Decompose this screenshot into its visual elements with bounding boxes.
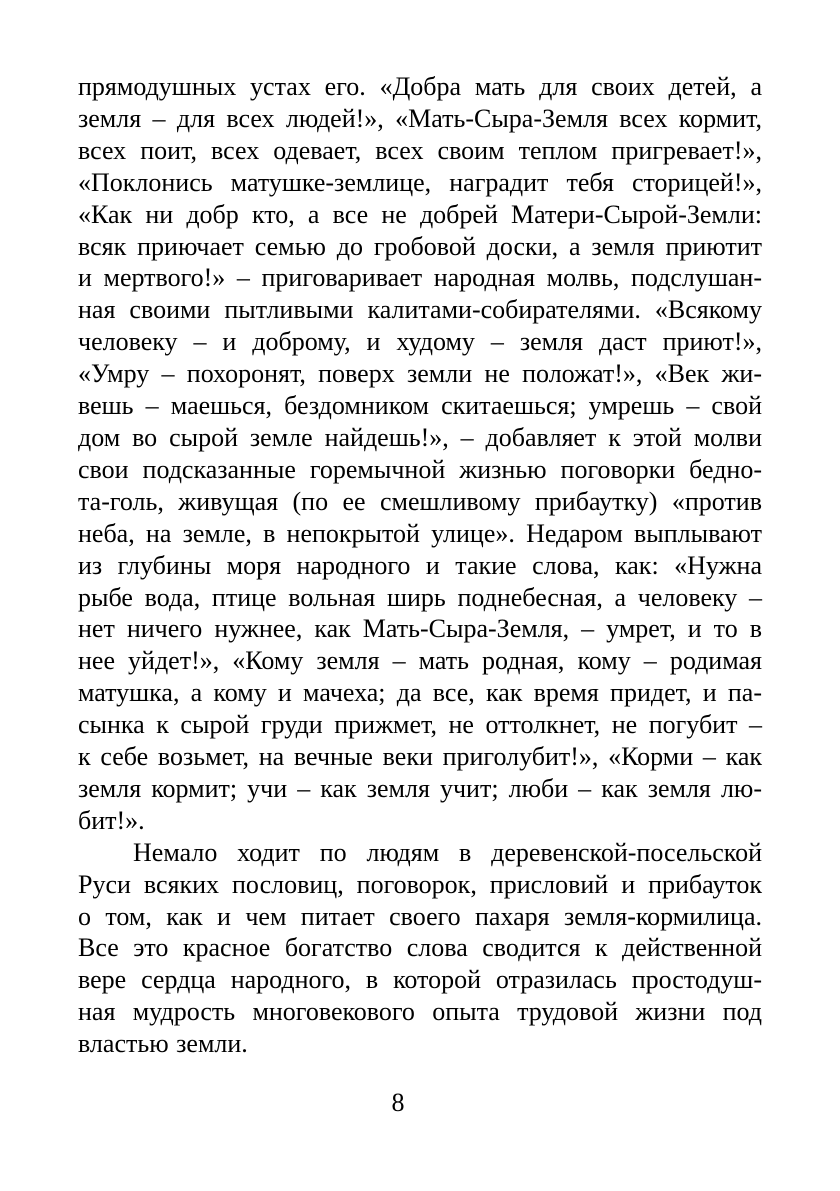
text-line: человеку – и доброму, и худому – земля даст приют!», <box>78 327 762 357</box>
text-line: ная своими пытливыми калитами-собирателями. «Всякому <box>78 295 762 325</box>
text-line: вешь – маешься, бездомником скитаешься; умрешь – свой <box>78 391 762 421</box>
text-line: и мертвого!» – приговаривает народная молвь, подслушан- <box>78 263 762 293</box>
text-line: из глубины моря народного и такие слова, как: «Нужна <box>78 550 762 580</box>
text-line: матушка, а кому и мачеха; да все, как время придет, и па- <box>78 678 762 708</box>
text-line: бит!». <box>78 805 145 835</box>
text-line: нее уйдет!», «Кому земля – мать родная, кому – родимая <box>78 646 762 676</box>
text-line: нет ничего нужнее, как Мать-Сыра-Земля, – умрет, и то в <box>78 614 762 644</box>
text-line: Руси всяких пословиц, поговорок, присловий и прибауток <box>78 869 762 899</box>
text-line: всяк приючает семью до гробовой доски, а земля приютит <box>78 231 762 261</box>
paragraph <box>78 837 762 1060</box>
text-line: всех поит, всех одевает, всех своим теплом пригревает!», <box>78 135 762 165</box>
text-line: земля кормит; учи – как земля учит; люби – как земля лю- <box>78 773 762 803</box>
text-line: рыбе вода, птице вольная ширь поднебесная, а человеку – <box>78 582 762 612</box>
text-line: земля – для всех людей!», «Мать-Сыра-Земля всех кормит, <box>78 103 762 133</box>
text-line: к себе возьмет, на вечные веки приголубит!», «Корми – как <box>78 742 762 772</box>
text-line: о том, как и чем питает своего пахаря земля-кормилица. <box>78 901 762 931</box>
text-line: дом во сырой земле найдешь!», – добавляет к этой молви <box>78 422 762 452</box>
text-line: ная мудрость многовекового опыта трудовой жизни под <box>78 997 762 1027</box>
text-line: та-голь, живущая (по ее смешливому прибаутку) «против <box>78 486 762 516</box>
text-line: «Как ни добр кто, а все не добрей Матери-Сырой-Земли: <box>78 199 762 229</box>
text-line: Немало ходит по людям в деревенской-посельской <box>133 837 762 867</box>
page-number: 8 <box>391 1088 405 1117</box>
text-line: прямодушных устах его. «Добра мать для своих детей, а <box>78 72 762 101</box>
text-line: сынка к сырой груди прижмет, не оттолкнет, не погубит – <box>78 710 762 740</box>
paragraph <box>78 71 762 837</box>
text-line: «Поклонись матушке-землице, наградит тебя сторицей!», <box>78 167 762 197</box>
body-text <box>78 71 762 1060</box>
text-line: вере сердца народного, в которой отразилась простодуш- <box>78 965 762 995</box>
text-line: Все это красное богатство слова сводится к действенной <box>78 933 762 963</box>
text-line: властью земли. <box>78 1029 248 1059</box>
text-line: неба, на земле, в непокрытой улице». Недаром выплывают <box>78 518 762 548</box>
text-line: свои подсказанные горемычной жизнью поговорки бедно- <box>78 454 762 484</box>
text-line: «Умру – похоронят, поверх земли не положат!», «Век жи- <box>78 359 762 389</box>
